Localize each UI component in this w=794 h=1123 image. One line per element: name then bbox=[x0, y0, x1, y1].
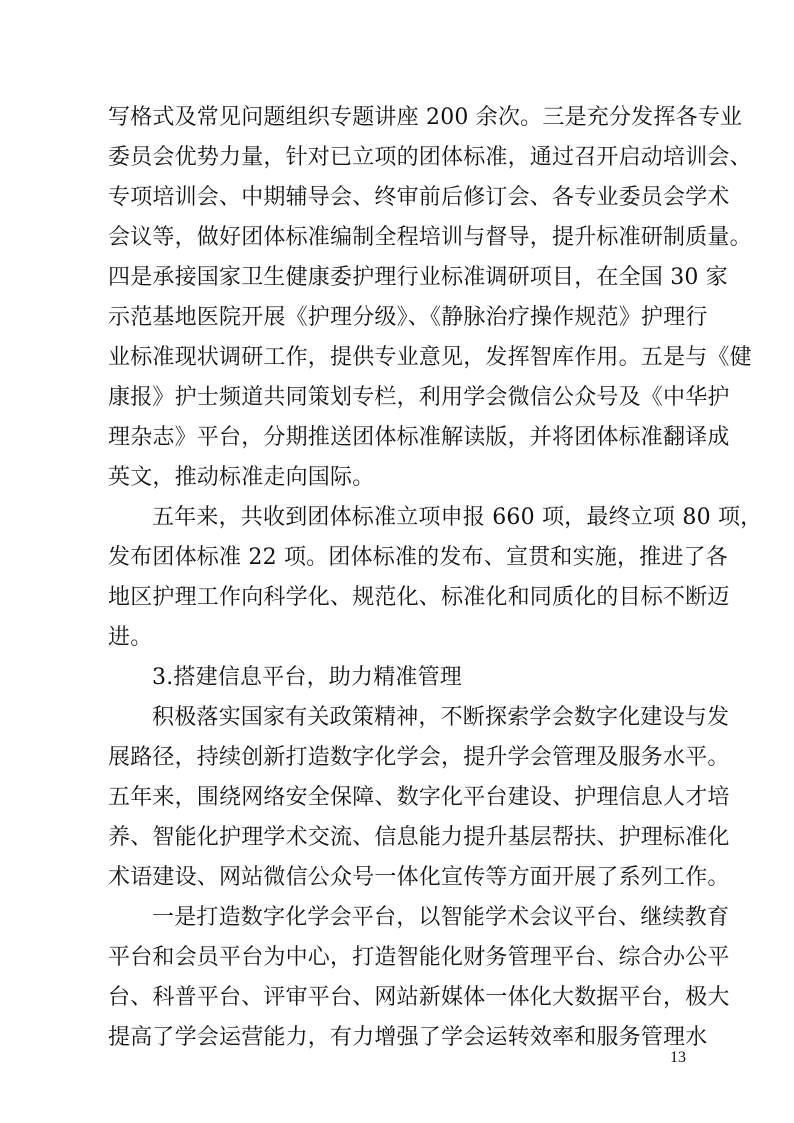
text-line: 英文，推动标准走向国际。 bbox=[108, 465, 375, 490]
text-line: 业标准现状调研工作，提供专业意见，发挥智库作用。五是与《健 bbox=[108, 345, 752, 370]
text-line: 养、智能化护理学术交流、信息能力提升基层帮扶、护理标准化 bbox=[108, 825, 730, 850]
text-line: 展路径，持续创新打造数字化学会，提升学会管理及服务水平。 bbox=[108, 745, 730, 770]
text-line: 提高了学会运营能力，有力增强了学会运转效率和服务管理水 bbox=[108, 1025, 708, 1050]
text-line: 平台和会员平台为中心，打造智能化财务管理平台、综合办公平 bbox=[108, 945, 730, 970]
text-line: 写格式及常见问题组织专题讲座 200 余次。三是充分发挥各专业 bbox=[108, 105, 743, 130]
text-line: 台、科普平台、评审平台、网站新媒体一体化大数据平台，极大 bbox=[108, 985, 730, 1010]
text-line: 专项培训会、中期辅导会、终审前后修订会、各专业委员会学术 bbox=[108, 185, 730, 210]
text-line: 康报》护士频道共同策划专栏，利用学会微信公众号及《中华护 bbox=[108, 385, 730, 410]
text-line: 进。 bbox=[108, 625, 153, 650]
text-line: 地区护理工作向科学化、规范化、标准化和同质化的目标不断迈 bbox=[108, 585, 730, 610]
text-line: 四是承接国家卫生健康委护理行业标准调研项目，在全国 30 家 bbox=[108, 265, 728, 290]
section-heading: 3.搭建信息平台，助力精准管理 bbox=[152, 665, 462, 690]
text-line: 示范基地医院开展《护理分级》、《静脉治疗操作规范》护理行 bbox=[108, 305, 708, 330]
text-line: 一是打造数字化学会平台，以智能学术会议平台、继续教育 bbox=[152, 905, 730, 930]
text-line: 发布团体标准 22 项。团体标准的发布、宣贯和实施，推进了各 bbox=[108, 545, 728, 570]
text-line: 五年来，围绕网络安全保障、数字化平台建设、护理信息人才培 bbox=[108, 785, 730, 810]
text-line: 会议等，做好团体标准编制全程培训与督导，提升标准研制质量。 bbox=[108, 225, 752, 250]
text-line: 术语建设、网站微信公众号一体化宣传等方面开展了系列工作。 bbox=[108, 865, 730, 890]
page-number: 13 bbox=[670, 1049, 686, 1066]
text-line: 五年来，共收到团体标准立项申报 660 项，最终立项 80 项， bbox=[152, 505, 763, 530]
text-line: 委员会优势力量，针对已立项的团体标准，通过召开启动培训会、 bbox=[108, 145, 752, 170]
text-line: 理杂志》平台，分期推送团体标准解读版，并将团体标准翻译成 bbox=[108, 425, 730, 450]
text-line: 积极落实国家有关政策精神，不断探索学会数字化建设与发 bbox=[152, 705, 730, 730]
